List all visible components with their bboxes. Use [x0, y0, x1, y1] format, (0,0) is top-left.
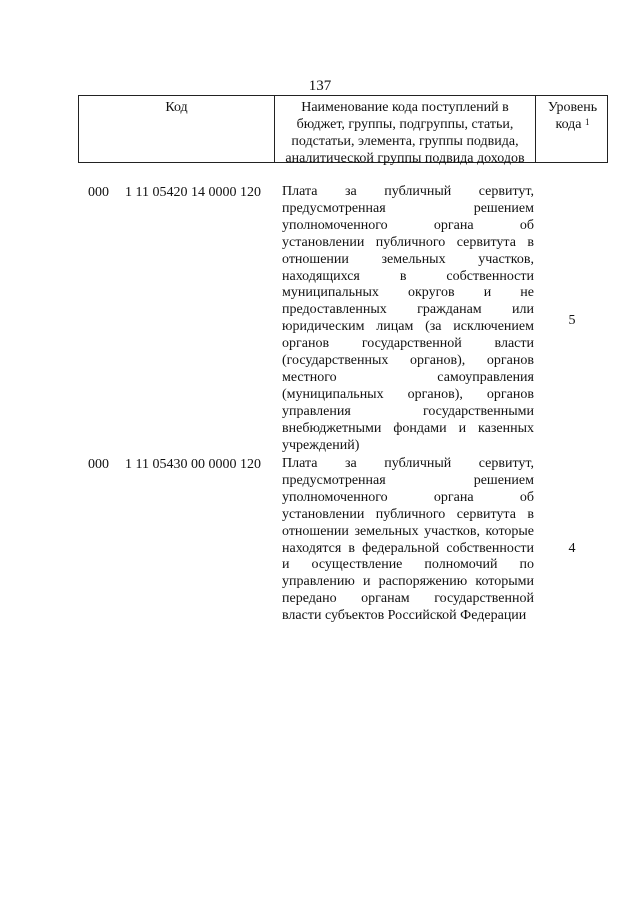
page-number: 137 [308, 78, 332, 94]
table-header [78, 95, 608, 166]
header-code: Код [79, 96, 275, 162]
row-code: 1 11 05420 14 0000 120 [125, 185, 261, 200]
row-description: Плата за публичный сервитут, предусмотренная решением уполномоченного органа об установлении публичного сервитута в отношении земельных участков, которые находятся в федеральной собственности и осуществление полномочий по управлению и распоряжению которыми передано органам государственной власти субъектов Российской Федерации [282, 456, 534, 624]
header-level-line2: кода [555, 117, 582, 132]
footnote-mark: 1 [585, 117, 590, 127]
header-level-line1: Уровень [547, 100, 598, 115]
row-prefix: 000 [88, 185, 109, 200]
row-level: 4 [568, 541, 576, 556]
header-name: Наименование кода поступлений в бюджет, группы, подгруппы, статьи, подстатьи, элемента, группы подвида, аналитической группы подвида доходов [275, 96, 536, 162]
header-level [536, 96, 609, 162]
row-description: Плата за публичный сервитут, предусмотренная решением уполномоченного органа об установлении публичного сервитута в отношении земельных участков, находящихся в собственности муниципальных округов и не предоставленных гражданам или юридическим лицам (за исключением органов государственной власти (государственных органов), органов местного самоуправления (муниципальных органов), органов управления государственными внебюджетными фондами и казенных учреждений) [282, 184, 534, 453]
row-prefix: 000 [88, 457, 109, 472]
row-level: 5 [568, 313, 576, 328]
row-code: 1 11 05430 00 0000 120 [125, 457, 261, 472]
